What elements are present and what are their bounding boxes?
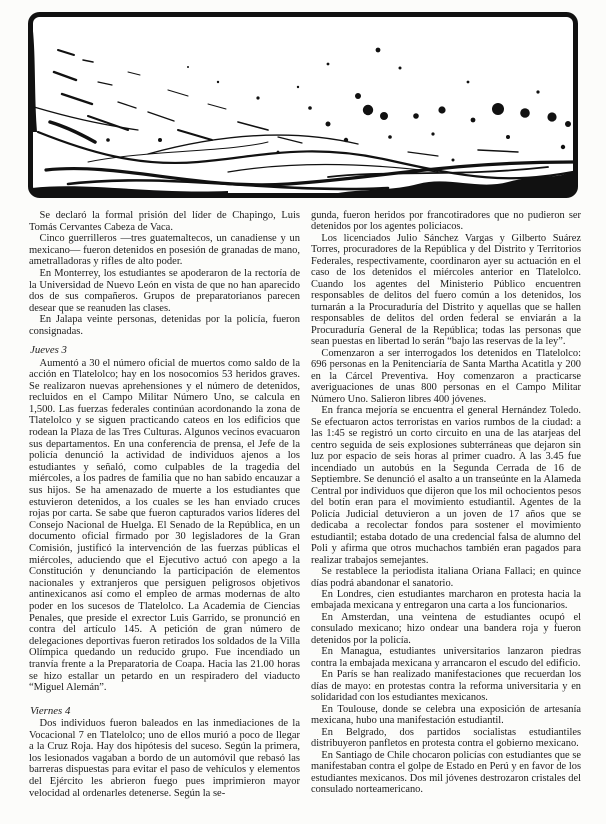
paragraph: Aumentó a 30 el número oficial de muertos como saldo de la acción en Tlatelolco; hay en los nosocomios 53 heridos graves. Se realizaron nuevas aprehensiones y el número de detenidos, recluidos en el Campo Militar Número Uno, se calcula en 1,500. Las fuerzas federales continúan acordonando la zona de Tlatelolco y se siguen practicando cateos en los edificios que rodean la Plaza de las Tres Culturas. Algunos vecinos evacuaron sus departamentos. En una conferencia de prensa, el Jefe de la policía denunció la actividad de individuos ajenos a los estudiantes y señaló, como culpables de la tragedia del miércoles, a los padres de familia que no han sabido encauzar a sus hijos. Se ha amenazado de muerte a los estudiantes que estuvieron detenidos, a los cuales se les han enviado cruces rojas por carta. Se sabe que fueron capturados varios líderes del Consejo Nacional de Huelga. El Senado de la República, en un documento oficial firmado por 30 legisladores de la Gran Comisión, justificó la intervención de las fuerzas públicas el miércoles, aduciendo que el Ejecutivo actuó con apego a la Constitución y denunciando la participación de elementos nacionales y extranjeros que persiguen peligrosos objetivos antinexicanos así como el empleo de armas modernas de alto poder en los sucesos de Tlatelolco. La Academia de Ciencias Penales, que preside el exrector Luis Garrido, se pronunció en contra del artículo 145. A petición de gran número de delegaciones deportivas fueron retirados los soldados de la Villa Olímpica quedando un reducido grupo. Fue incendiado un tranvía frente a la Preparatoria de Coapa. Hacia las 21.00 horas se hizo estallar un petardo en un respiradero del viaducto “Miguel Alemán”. <box>29 357 300 694</box>
ink-splatter-artwork <box>28 12 578 198</box>
left-column <box>29 210 300 799</box>
section-heading-friday: Viernes 4 <box>30 704 71 717</box>
paragraph: En Santiago de Chile chocaron policías con estudiantes que se manifestaban contra el golpe de Estado en Perú y en favor de los estudiantes mexicanos. Dos mil jóvenes destrozaron cristales del consulado norteamericano. <box>311 749 581 796</box>
paragraph: En Belgrado, dos partidos socialistas estudiantiles distribuyeron panfletos en protesta contra el gobierno mexicano. <box>311 726 581 750</box>
paragraph: En Amsterdan, una veintena de estudiantes ocupó el consulado mexicano; hizo ondear una bandera roja y fueron detenidos por la policía. <box>311 611 581 646</box>
paragraph: En Jalapa veinte personas, detenidas por la policía, fueron consignadas. <box>29 314 300 337</box>
paragraph: En Londres, cien estudiantes marcharon en protesta hacia la embajada mexicana y entregaron una carta a los funcionarios. <box>311 588 581 612</box>
paragraph: En franca mejoría se encuentra el general Hernández Toledo. Se efectuaron actos terroristas en varios rumbos de la ciudad: a las 1:45 se registró un corto circuito en una de las atarjeas del centro seguida de seis explosiones subterráneas que dejaron sin luz por espacio de seis horas al primer cuadro. A las 3.45 fue incendiado un autobús en la Segunda Cerrada de 16 de Septiembre. Se denunció el asalto a un transeúnte en la Alameda Central por individuos que dijeron que los mil ochocientos pesos del botín eran para el movimiento estudiantil. Agentes de la Policía Judicial detuvieron a un joven de 17 años que se dedicaba a recolectar fondos para sostener el movimiento estudiantil; estaba dotado de una credencial falsa de alumno del Poli y afirma que otros muchachos también eran pagados para realizar trabajos semejantes. <box>311 405 581 566</box>
paragraph-continuation: gunda, fueron heridos por francotiradores que no pudieron ser detenidos por los agentes policiacos. <box>311 210 581 233</box>
paragraph: Se declaró la formal prisión del líder de Chapingo, Luis Tomás Cervantes Cabeza de Vaca. <box>29 210 300 233</box>
paragraph: Dos individuos fueron baleados en las inmediaciones de la Vocacional 7 en Tlatelolco; uno de ellos murió a poco de llegar a la Cruz Roja. Hay dos hipótesis del suceso. Según la primera, los lesionados vagaban a bordo de un automóvil que rebasó las barreras dispuestas para evitar el paso de vehículos y elementos del Ejército les abrieron fuego pues imprimieron mayor velocidad al ordenarles detenerse. Según la se- <box>29 718 300 799</box>
paragraph: Se restablece la periodista italiana Oriana Fallaci; en quince días podrá abandonar el sanatorio. <box>311 566 581 589</box>
paragraph: En Toulouse, donde se celebra una exposición de artesanía mexicana, hubo una manifestación estudiantil. <box>311 703 581 727</box>
paragraph: Comenzaron a ser interrogados los detenidos en Tlatelolco: 696 personas en la Penitenciaría de Santa Martha Acatitla y 200 en la Cárcel Preventiva. Hoy comenzaron a practicarse averiguaciones de unas 800 personas en el Campo Militar Número Uno. Salieron libres 400 jóvenes. <box>311 347 581 405</box>
paragraph: Los licenciados Julio Sánchez Vargas y Gilberto Suárez Torres, procuradores de la República y del Distrito y Territorios Federales, respectivamente, coordinaron ayer su actuación en el caso de los detenidos el miércoles anterior en Tlatelolco. Cuando los agentes del Ministerio Público encuentren responsables de delitos del fuero común a los detenidos, los turnarán a la Procuraduría del Distrito y aquellas que se hallen responsables de delitos del orden federal se enviarán a la Procuraduría General de la República; todas las personas que sean puestas en libertad lo serán “bajo las reservas de la ley”. <box>311 232 581 348</box>
paragraph: En Monterrey, los estudiantes se apoderaron de la rectoría de la Universidad de Nuevo León en vista de que no han aparecido dos de sus compañeros. Grupos de preparatorianos parecen desear que se reanuden las clases. <box>29 267 300 314</box>
paragraph: En París se han realizado manifestaciones que recuerdan los días de mayo: en protestas contra la reforma universitaria y en solidaridad con los estudiantes mexicanos. <box>311 669 581 704</box>
paragraph: En Managua, estudiantes universitarios lanzaron piedras contra la embajada mexicana y arrancaron el escudo del edificio. <box>311 646 581 669</box>
right-column <box>311 210 581 796</box>
section-heading-thursday: Jueves 3 <box>30 344 67 357</box>
paragraph: Cinco guerrilleros —tres guatemaltecos, un canadiense y un mexicano— fueron detenidos en posesión de granadas de mano, ametralladoras y rifles de alto poder. <box>29 233 300 268</box>
